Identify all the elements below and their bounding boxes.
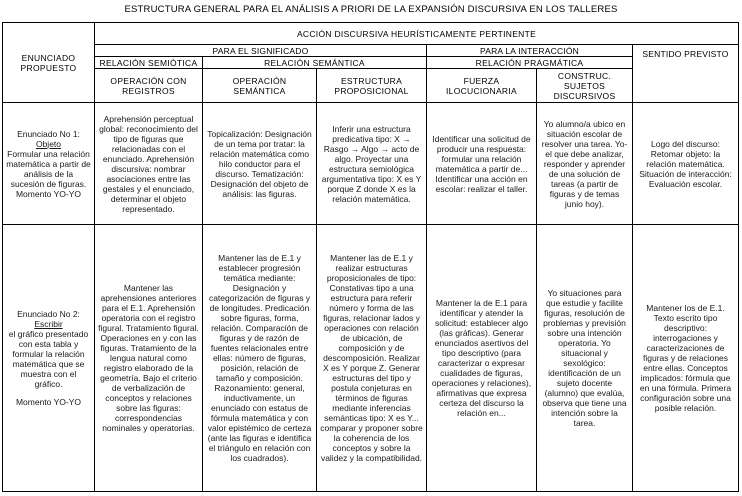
- enunciado-1-label: Enunciado No 1:: [17, 128, 80, 139]
- analysis-table: [2, 22, 739, 492]
- header-para-el-significado: PARA EL SIGNIFICADO: [95, 45, 427, 57]
- enunciado-2-cell: [3, 225, 95, 492]
- enunciado-2-momento: Momento YO-YO: [15, 397, 82, 407]
- estructura-proposicional-2: Mantener las de E.1 y realizar estructuras proposicionales de tipo: Constativas tipo a una estructura para referir número y forma de las figuras, relacionar lados y operaciones con relación de ubicación, de composición y de descomposición. Realizar X es Y porque Z. Generar estructuras del tipo y postula conjeturas en términos de figuras mediante inferencias semánticas tipo: X es Y... comparar y proponer sobre la coherencia de los conceptos y sobre la validez y la compatibilidad.: [317, 225, 427, 492]
- header-fuerza-ilocucionaria: FUERZA ILOCUCIONARIA: [427, 69, 537, 103]
- header-estructura-proposicional: ESTRUCTURA PROPOSICIONAL: [317, 69, 427, 103]
- table-row: [3, 103, 739, 225]
- header-accion-discursiva: ACCIÓN DISCURSIVA HEURÍSTICAMENTE PERTINENTE: [95, 23, 739, 45]
- fuerza-ilocucionaria-2: Mantener la de E.1 para identificar y atender la solicitud: establecer algo (las gráficas). Generar enunciados asertivos del tipo descriptivo (para caracterizar o expresar cualidades de figuras, operaciones y relaciones), afirmativas que expresa certeza del discurso la relación en...: [427, 225, 537, 492]
- construc-sujetos-2: Yo situaciones para que estudie y facilite figuras, resolución de problemas y previsión sobre una intención operatoria. Yo situacional y sexológico: identificación de un sujeto docente (alumno) que evalúa, observa que tiene una intención sobre la tarea.: [537, 225, 633, 492]
- header-construc-sujetos: CONSTRUC. SUJETOS DISCURSIVOS: [537, 69, 633, 103]
- header-operacion-semantica: OPERACIÓN SEMÁNTICA: [203, 69, 317, 103]
- enunciado-1-objeto-label: Objeto: [35, 138, 62, 149]
- header-operacion-con-registros: OPERACIÓN CON REGISTROS: [95, 69, 203, 103]
- enunciado-1-objeto-text: Formular una relación matemática a partir de análisis de la sucesión de figuras.: [6, 148, 91, 189]
- operacion-semantica-1: Topicalización: Designación de un tema por tratar: la relación matemática como hilo conductor para el discurso. Tematización: Designación del objeto de análisis: las figuras.: [203, 103, 317, 225]
- page-title: ESTRUCTURA GENERAL PARA EL ANÁLISIS A PRIORI DE LA EXPANSIÓN DISCURSIVA EN LOS TALLERES: [124, 4, 618, 15]
- enunciado-1-cell: [3, 103, 95, 225]
- enunciado-2-label: Enunciado No 2:: [17, 309, 80, 319]
- sentido-previsto-1: Logo del discurso: Retomar objeto: la relación matemática. Situación de interacción: Evaluación escolar.: [633, 103, 739, 225]
- header-relacion-pragmatica: RELACIÓN PRAGMÁTICA: [427, 57, 633, 69]
- header-relacion-semiotica: RELACIÓN SEMIÓTICA: [95, 57, 203, 69]
- header-enunciado-propuesto: ENUNCIADO PROPUESTO: [3, 23, 95, 103]
- sentido-previsto-2: Mantener los de E.1. Texto escrito tipo descriptivo: interrogaciones y caracterizaciones de figuras y de relaciones entre ellas. Conceptos implicados: fórmula que en una fórmula. Primera configuración sobre una posible relación.: [633, 225, 739, 492]
- table-row: [3, 225, 739, 492]
- fuerza-ilocucionaria-1: Identificar una solicitud de producir una respuesta: formular una relación matemática a partir de... Identificar una acción en escolar: realizar el taller.: [427, 103, 537, 225]
- estructura-proposicional-1: Inferir una estructura predicativa tipo: X → Rasgo → Algo → acto de algo. Proyectar una estructura semiológica argumentativa tipo: X es Y porque Z donde X es la relación matemática.: [317, 103, 427, 225]
- operacion-registros-1: Aprehensión perceptual global: reconocimiento del tipo de figuras que relacionadas con el enunciado. Aprehensión discursiva: nombrar asociaciones entre las gestales y el enunciado, determinar el objeto representado.: [95, 103, 203, 225]
- operacion-registros-2: Mantener las aprehensiones anteriores para el E.1. Aprehensión operatoria con el registro figural. Tratamiento figural. Operaciones en y con las figuras. Tratamiento de la lengua natural como registro elaborado de la geometría. Bajo el criterio de verbalización de conceptos y relaciones sobre las figuras: correspondencias nominales y operatorias.: [95, 225, 203, 492]
- enunciado-2-objeto-label: Escribir: [34, 319, 63, 329]
- construc-sujetos-1: Yo alumno/a ubico en situación escolar de resolver una tarea. Yo-el que debe analizar, responder y aprender de una solución de tareas (a partir de figuras y de temas junio hoy).: [537, 103, 633, 225]
- header-sentido-previsto: SENTIDO PREVISTO: [633, 45, 739, 103]
- enunciado-1-momento: Momento YO-YO: [15, 188, 82, 199]
- header-para-la-interaccion: PARA LA INTERACCIÓN: [427, 45, 633, 57]
- operacion-semantica-2: Mantener las de E.1 y establecer progresión temática mediante: Designación y categorización de figuras y de longitudes. Predicación sobre figuras, forma, relación. Comparación de figuras y de razón de fuentes relacionales entre ellas: número de figuras, posición, relación de tamaño y composición. Razonamiento: general, inductivamente, un enunciado con estatus de fórmula matemática y con valor epistémico de certeza (ante las figuras e identifica el triángulo en relación con los cuadrados).: [203, 225, 317, 492]
- header-relacion-semantica: RELACIÓN SEMÁNTICA: [203, 57, 427, 69]
- enunciado-2-objeto-text: el gráfico presentado con esta tabla y formular la relación matemática que se muestra con el gráfico.: [8, 329, 89, 389]
